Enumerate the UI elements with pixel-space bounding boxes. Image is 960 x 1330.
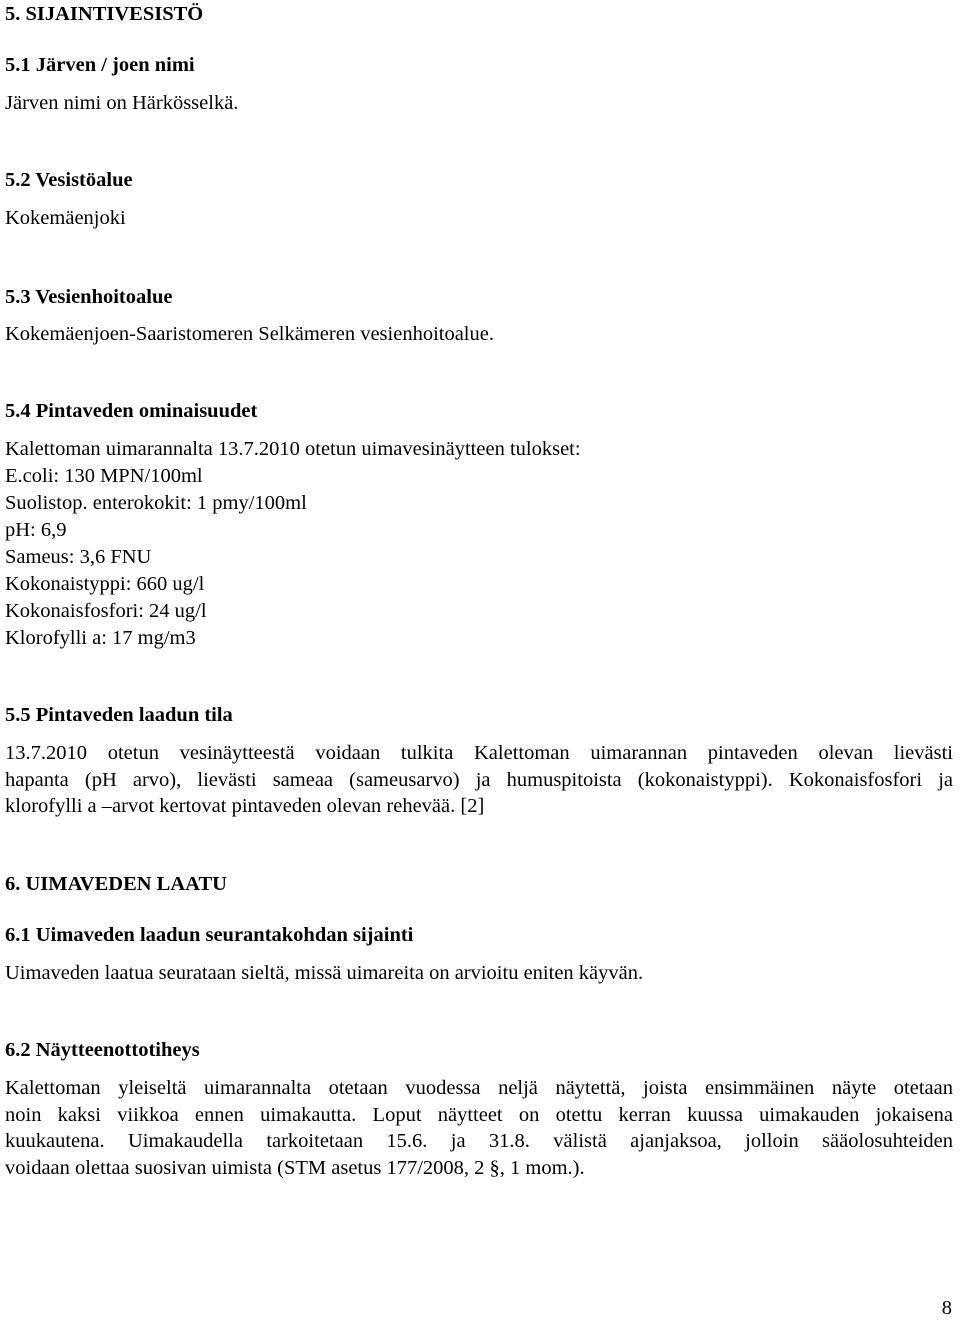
paragraph-line: Kalettoman yleiseltä uimarannalta otetaan vuodessa neljä näytettä, joista ensimmäinen näyte otetaan (5, 1077, 953, 1099)
paragraph-line: hapanta (pH arvo), lievästi sameaa (sameusarvo) ja humuspitoista (kokonaistyppi). Kokonaisfosfori ja (5, 768, 953, 791)
page-number: 8 (941, 1297, 952, 1319)
section-5-2-text: Kokemäenjoki (5, 207, 126, 229)
enterococci-value: Suolistop. enterokokit: 1 pmy/100ml (5, 492, 307, 514)
paragraph-line: voidaan olettaa suosivan uimista (STM asetus 177/2008, 2 §, 1 mom.). (5, 1156, 585, 1179)
section-5-4-heading: 5.4 Pintaveden ominaisuudet (5, 400, 258, 422)
section-6-heading: 6. UIMAVEDEN LAATU (5, 873, 227, 895)
section-6-2-paragraph (5, 1075, 953, 1181)
sample-results-intro: Kalettoman uimarannalta 13.7.2010 otetun uimavesinäytteen tulokset: (5, 438, 581, 460)
ph-value: pH: 6,9 (5, 519, 67, 541)
turbidity-value: Sameus: 3,6 FNU (5, 546, 152, 568)
section-5-1-heading: 5.1 Järven / joen nimi (5, 54, 195, 76)
section-6-1-heading: 6.1 Uimaveden laadun seurantakohdan sijainti (5, 924, 414, 946)
section-5-5-paragraph (5, 740, 953, 820)
paragraph-line: 13.7.2010 otetun vesinäytteestä voidaan tulkita Kalettoman uimarannan pintaveden olevan lievästi (5, 742, 953, 764)
section-5-1-text: Järven nimi on Härkösselkä. (5, 92, 239, 114)
section-5-heading: 5. SIJAINTIVESISTÖ (5, 3, 204, 25)
chlorophyll-value: Klorofylli a: 17 mg/m3 (5, 627, 196, 649)
total-nitrogen-value: Kokonaistyppi: 660 ug/l (5, 573, 205, 595)
section-6-2-heading: 6.2 Näytteenottotiheys (5, 1039, 200, 1061)
ecoli-value: E.coli: 130 MPN/100ml (5, 465, 203, 487)
section-5-3-heading: 5.3 Vesienhoitoalue (5, 286, 173, 308)
paragraph-line: kuukautena. Uimakaudella tarkoitetaan 15.6. ja 31.8. välistä ajanjaksoa, jolloin sääolosuhteiden (5, 1130, 953, 1152)
section-6-1-text: Uimaveden laatua seurataan sieltä, missä uimareita on arvioitu eniten käyvän. (5, 962, 644, 984)
section-5-5-heading: 5.5 Pintaveden laadun tila (5, 704, 233, 726)
section-5-3-text: Kokemäenjoen-Saaristomeren Selkämeren vesienhoitoalue. (5, 323, 494, 345)
paragraph-line: klorofylli a –arvot kertovat pintaveden olevan rehevää. [2] (5, 795, 485, 817)
section-5-2-heading: 5.2 Vesistöalue (5, 169, 133, 191)
total-phosphorus-value: Kokonaisfosfori: 24 ug/l (5, 600, 207, 622)
paragraph-line: noin kaksi viikkoa ennen uimakautta. Loput näytteet on otettu kerran kuussa uimakauden jokaisena (5, 1103, 953, 1126)
